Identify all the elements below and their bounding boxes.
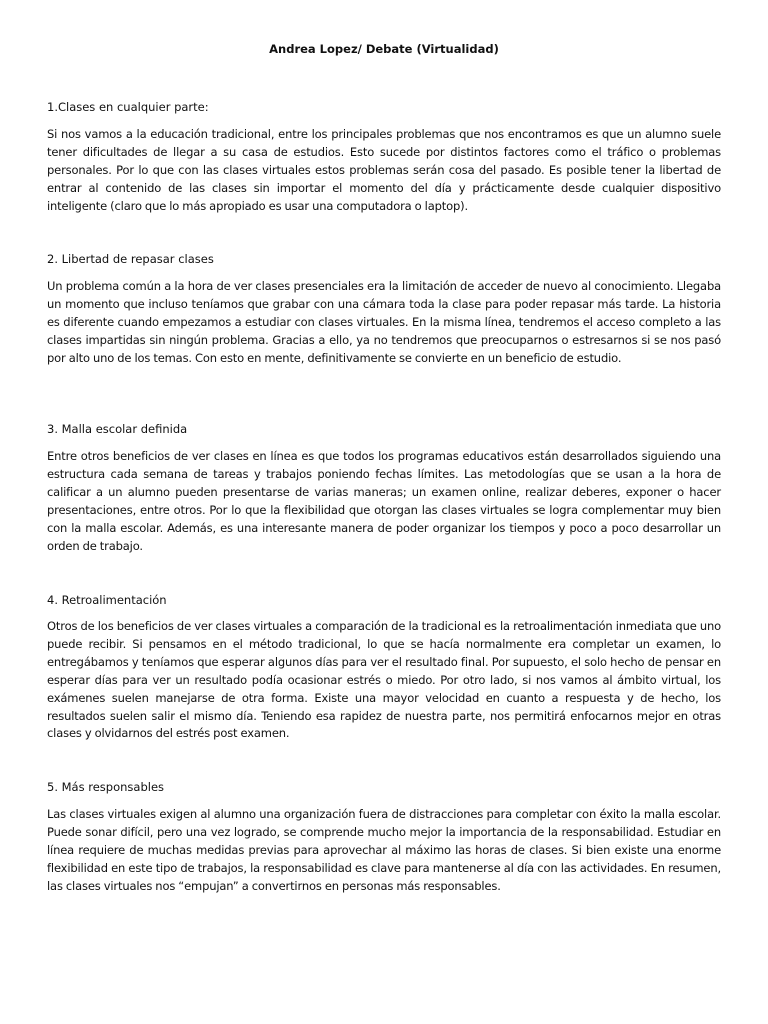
section-body-5: Las clases virtuales exigen al alumno una organización fuera de distracciones para completar con éxito la malla escolar. Puede sonar difícil, pero una vez logrado, se comprende mucho mejor la importancia de la responsabilidad. Estudiar en línea requiere de muchas medidas previas para aprovechar al máximo las horas de clases. Si bien existe una enorme flexibilidad en este tipo de trabajos, la responsabilidad es clave para mantenerse al día con las actividades. En resumen, las clases virtuales nos “empujan” a convertirnos en personas más responsables. <box>47 807 721 893</box>
section-body-2: Un problema común a la hora de ver clases presenciales era la limitación de acceder de nuevo al conocimiento. Llegaba un momento que incluso teníamos que grabar con una cámara toda la clase para poder repasar más tarde. La historia es diferente cuando empezamos a estudiar con clases virtuales. En la misma línea, tendremos el acceso completo a las clases impartidas sin ningún problema. Gracias a ello, ya no tendremos que preocuparnos o estresarnos si se nos pasó por alto uno de los temas. Con esto en mente, definitivamente se convierte en un beneficio de estudio. <box>47 279 721 365</box>
document-title: Andrea Lopez/ Debate (Virtualidad) <box>269 42 499 56</box>
section-heading-1: 1.Clases en cualquier parte: <box>47 100 209 114</box>
section-heading-3: 3. Malla escolar definida <box>47 422 188 436</box>
section-body-4: Otros de los beneficios de ver clases virtuales a comparación de la tradicional es la retroalimentación inmediata que uno puede recibir. Si pensamos en el método tradicional, lo que se hacía normalmente era completar un examen, lo entregábamos y teníamos que esperar algunos días para ver el resultado final. Por supuesto, el solo hecho de pensar en esperar días para ver un resultado podía ocasionar estrés o miedo. Por otro lado, si nos vamos al ámbito virtual, los exámenes suelen manejarse de otra forma. Existe una mayor velocidad en cuanto a respuesta y de hecho, los resultados suelen salir el mismo día. Teniendo esa rapidez de nuestra parte, nos permitirá enfocarnos mejor en otras clases y olvidarnos del estrés post examen. <box>47 619 721 741</box>
section-body-1: Si nos vamos a la educación tradicional, entre los principales problemas que nos encontramos es que un alumno suele tener dificultades de llegar a su casa de estudios. Esto sucede por distintos factores como el tráfico o problemas personales. Por lo que con las clases virtuales estos problemas serán cosa del pasado. Es posible tener la libertad de entrar al contenido de las clases sin importar el momento del día y prácticamente desde cualquier dispositivo inteligente (claro que lo más apropiado es usar una computadora o laptop). <box>47 127 721 213</box>
section-heading-4: 4. Retroalimentación <box>47 593 167 607</box>
section-body-3: Entre otros beneficios de ver clases en línea es que todos los programas educativos están desarrollados siguiendo una estructura cada semana de tareas y trabajos poniendo fechas límites. Las metodologías que se usan a la hora de calificar a un alumno pueden presentarse de varias maneras; un examen online, realizar deberes, exponer o hacer presentaciones, entre otros. Por lo que la flexibilidad que otorgan las clases virtuales se logra complementar muy bien con la malla escolar. Además, es una interesante manera de poder organizar los tiempos y poco a poco desarrollar un orden de trabajo. <box>47 449 721 553</box>
section-heading-5: 5. Más responsables <box>47 780 165 794</box>
section-heading-2: 2. Libertad de repasar clases <box>47 252 214 266</box>
